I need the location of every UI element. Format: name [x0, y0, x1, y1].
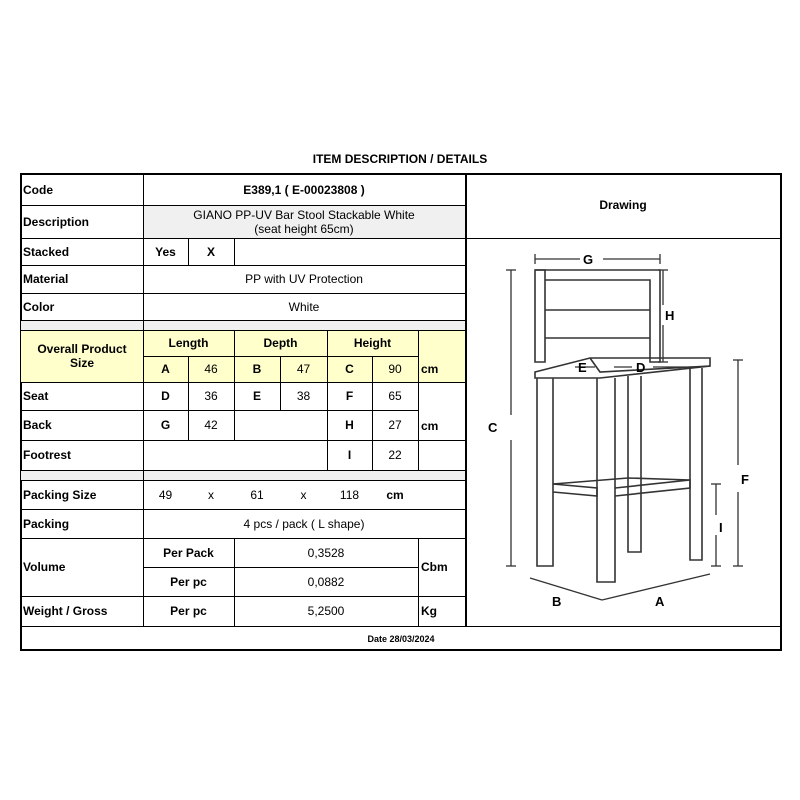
volume-per-pack-value: 0,3528 — [307, 545, 345, 560]
packing-label: Packing — [23, 516, 70, 531]
color-label: Color — [23, 299, 55, 314]
weight-per-pc-label: Per pc — [170, 604, 207, 618]
overall-a-value: 46 — [204, 362, 218, 376]
stacked-yes: Yes — [155, 244, 176, 259]
volume-unit: Cbm — [421, 560, 448, 574]
drawing-label-c: C — [488, 420, 498, 435]
height-header: Height — [353, 336, 392, 350]
footrest-i-key: I — [347, 448, 352, 462]
description-line-2: (seat height 65cm) — [254, 222, 354, 236]
drawing-title: Drawing — [599, 198, 647, 212]
weight-value: 5,2500 — [307, 604, 345, 618]
depth-header: Depth — [263, 336, 298, 350]
packing-size-height: 118 — [339, 487, 360, 502]
seat-e-value: 38 — [296, 389, 311, 403]
seat-e-key: E — [252, 389, 261, 403]
overall-unit: cm — [421, 362, 439, 376]
overall-c-key: C — [345, 362, 354, 376]
back-g-value: 42 — [204, 418, 218, 432]
drawing-label-d: D — [636, 360, 646, 375]
drawing-label-a: A — [655, 594, 665, 609]
weight-unit: Kg — [421, 604, 437, 618]
overall-b-key: B — [252, 362, 262, 376]
packing-size-x2: x — [300, 487, 307, 502]
back-label: Back — [23, 418, 52, 432]
packing-size-length: 49 — [158, 487, 173, 502]
seat-d-value: 36 — [204, 389, 218, 403]
drawing-label-f: F — [741, 472, 749, 487]
packing-size-unit: cm — [386, 487, 404, 502]
back-h-value: 27 — [388, 418, 402, 432]
packing-value: 4 pcs / pack ( L shape) — [243, 516, 365, 531]
overall-b-value: 47 — [296, 362, 311, 376]
volume-label: Volume — [23, 560, 66, 574]
length-header: Length — [168, 336, 209, 350]
packing-size-width: 61 — [250, 487, 264, 502]
drawing-label-g: G — [583, 252, 594, 267]
weight-label: Weight / Gross — [23, 604, 108, 618]
overall-size-label: Overall Product Size — [37, 342, 127, 370]
drawing-label-e: E — [578, 360, 587, 375]
drawing-label-i: I — [719, 520, 723, 535]
description-value — [143, 206, 465, 238]
description-label: Description — [23, 214, 90, 229]
dimension-unit: cm — [421, 419, 439, 433]
volume-per-pack-label: Per Pack — [163, 545, 214, 560]
packing-size-x1: x — [208, 487, 214, 502]
description-line-1: GIANO PP-UV Bar Stool Stackable White — [193, 208, 415, 222]
packing-size-label: Packing Size — [23, 487, 97, 502]
footrest-i-value: 22 — [388, 448, 402, 462]
overall-a-key: A — [161, 362, 170, 376]
seat-f-key: F — [345, 389, 354, 403]
code-label: Code — [23, 182, 53, 197]
drawing-label-h: H — [665, 308, 675, 323]
seat-f-value: 65 — [388, 389, 402, 403]
volume-per-pc-label: Per pc — [170, 574, 207, 589]
seat-d-key: D — [161, 389, 170, 403]
footrest-label: Footrest — [23, 448, 71, 462]
drawing-label-b: B — [552, 594, 562, 609]
overall-c-value: 90 — [388, 362, 402, 376]
material-value: PP with UV Protection — [245, 272, 363, 286]
stool-drawing — [466, 239, 780, 625]
color-value: White — [288, 299, 320, 314]
material-label: Material — [23, 272, 69, 286]
date-footer: Date 28/03/2024 — [367, 634, 435, 644]
code-value: E389,1 ( E-00023808 ) — [243, 182, 365, 197]
stacked-mark: X — [206, 244, 215, 259]
stacked-label: Stacked — [23, 244, 70, 259]
back-g-key: G — [160, 418, 171, 432]
back-h-key: H — [345, 418, 354, 432]
sheet-title: ITEM DESCRIPTION / DETAILS — [312, 152, 488, 166]
seat-label: Seat — [23, 389, 49, 403]
volume-per-pc-value: 0,0882 — [307, 574, 345, 589]
